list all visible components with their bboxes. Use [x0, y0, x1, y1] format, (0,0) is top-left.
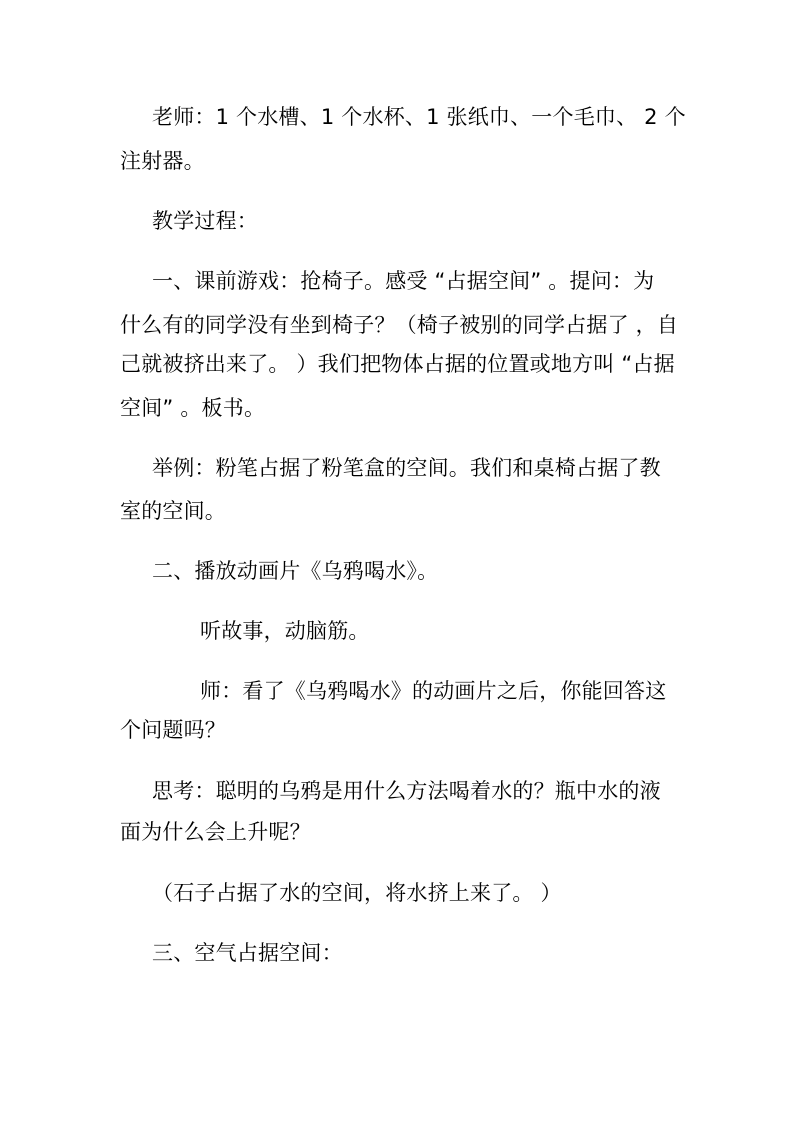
text-line: 老师：1 个水槽、1 个水杯、1 张纸巾、一个毛巾、 2 个 — [152, 105, 686, 129]
text-line: 个问题吗？ — [120, 718, 226, 742]
text-line: 听故事，动脑筋。 — [200, 619, 370, 643]
text-line: （石子占据了水的空间，将水挤上来了。 ） — [152, 881, 562, 905]
text-line: 注射器。 — [120, 149, 205, 173]
text-line: 面为什么会上升呢？ — [120, 820, 311, 844]
text-line: 己就被挤出来了。 ）我们把物体占据的位置或地方叫 “占据 — [120, 352, 675, 376]
text-line: 二、播放动画片《乌鸦喝水》。 — [152, 559, 439, 583]
text-line: 什么有的同学没有坐到椅子？（椅子被别的同学占据了 ，自 — [120, 313, 679, 337]
text-line: 教学过程： — [152, 209, 258, 233]
text-line: 室的空间。 — [120, 499, 226, 523]
text-line: 思考：聪明的乌鸦是用什么方法喝着水的？瓶中水的液 — [152, 779, 661, 803]
text-line: 三、空气占据空间： — [152, 941, 343, 965]
text-line: 空间” 。板书。 — [120, 396, 266, 420]
text-line: 举例：粉笔占据了粉笔盒的空间。我们和桌椅占据了教 — [152, 456, 661, 480]
text-line: 一、课前游戏：抢椅子。感受 “占据空间” 。提问：为 — [152, 269, 655, 293]
text-line: 师：看了《乌鸦喝水》的动画片之后，你能回答这 — [200, 679, 667, 703]
